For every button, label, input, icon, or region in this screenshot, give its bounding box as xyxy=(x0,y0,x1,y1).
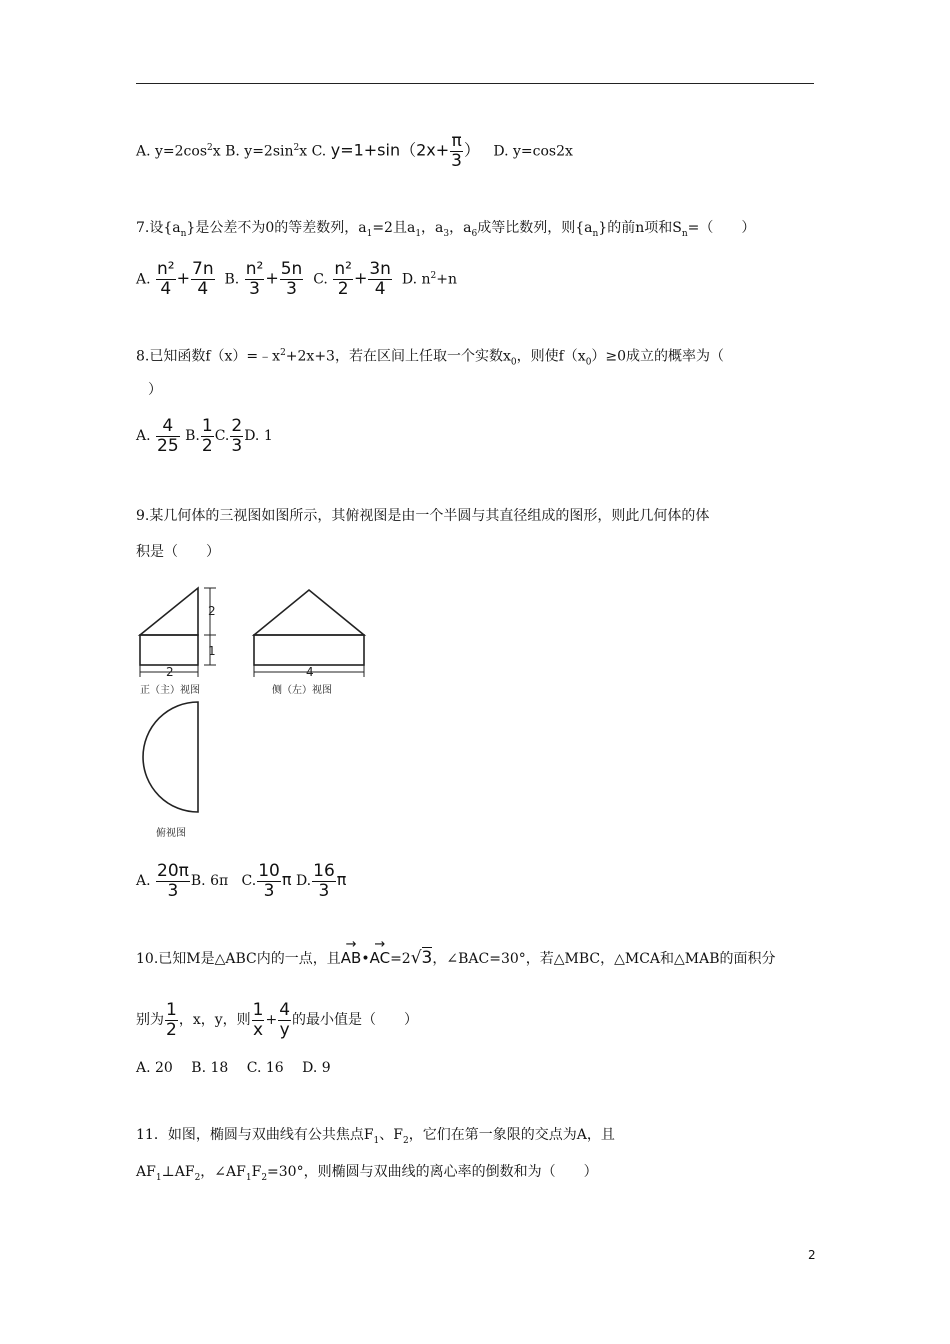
q6-options: A. $y=2\cos^2x$ B. $y=2\sin^2x$ C. y=1+sin（2x+ $\frac{\pi}{3}$ ） D. y=cos2x xyxy=(136,131,573,172)
header-rule xyxy=(136,83,814,84)
three-view-figure xyxy=(130,580,390,842)
svg-text:侧（左）视图: 侧（左）视图 xyxy=(272,685,332,696)
q11-stem-line1: 11．如图，椭圆与双曲线有公共焦点$F_1$、$F_2$，它们在第一象限的交点为A，且 xyxy=(136,1127,615,1146)
svg-text:1: 1 xyxy=(208,644,216,658)
svg-text:4: 4 xyxy=(306,665,314,679)
svg-text:俯视图: 俯视图 xyxy=(156,828,186,839)
q8-stem: 8.已知函数$f(x)=﹣x^2+2x+3$，若在区间上任取一个实数$x_0$，则使$f(x_0)\ge 0$成立的概率为（ xyxy=(136,348,725,368)
front-view xyxy=(140,588,216,696)
svg-text:2: 2 xyxy=(208,604,216,618)
q10-stem-line2: 别为 $\frac{1}{2}$ ，x，y，则 $\frac{1}{x}$ + $\frac{4}{y}$ 的最小值是（ ） xyxy=(136,999,419,1040)
q8-stem-close: ） xyxy=(148,382,162,398)
pi-over-3-fraction: $\frac{\pi}{3}$ xyxy=(451,131,462,172)
page-number: 2 xyxy=(808,1248,816,1262)
q9-stem-line2: 积是（ ） xyxy=(136,544,220,560)
q8-options: A. $\frac{4}{25}$ B. $\frac{1}{2}$ C. $\frac{2}{3}$ D. 1 xyxy=(136,415,273,456)
q10-options: A. 20 B. 18 C. 16 D. 9 xyxy=(136,1060,331,1076)
q10-stem-line1: 10.已知M是△ABC内的一点，且→ AB•→ AC=2√3，∠BAC=30°，若△MBC，△MCA和△MAB的面积分 xyxy=(136,948,776,969)
svg-text:正（主）视图: 正（主）视图 xyxy=(140,685,200,696)
svg-text:2: 2 xyxy=(166,665,174,679)
q9-options: A. $\frac{20\pi}{3}$ B. 6π C. $\frac{10}{3}$ π D. $\frac{16}{3}$ π xyxy=(136,860,347,901)
q11-stem-line2: $AF_1\perp AF_2$，$\angle AF_1F_2=30^\circ$，则椭圆与双曲线的离心率的倒数和为（ ） xyxy=(136,1164,598,1183)
top-view xyxy=(143,702,198,839)
q9-stem-line1: 9.某几何体的三视图如图所示，其俯视图是由一个半圆与其直径组成的图形，则此几何体的体 xyxy=(136,508,710,524)
q7-stem: 7.设$\{a_n\}$是公差不为0的等差数列，$a_1=2$且$a_1$，$a_3$，$a_6$成等比数列，则$\{a_n\}$的前n项和$S_n=$（ ） xyxy=(136,220,756,239)
side-view xyxy=(254,590,364,696)
q7-options: A. $\frac{\text{n²}}{4}$ + $\frac{7n}{4}$ B. $\frac{\text{n²}}{3}$ + $\frac{5n}{3}$ C. $\frac{\text{n²}}{2}$ + $\frac{3n}{4}$ D. $n^2+n$ xyxy=(136,259,457,300)
